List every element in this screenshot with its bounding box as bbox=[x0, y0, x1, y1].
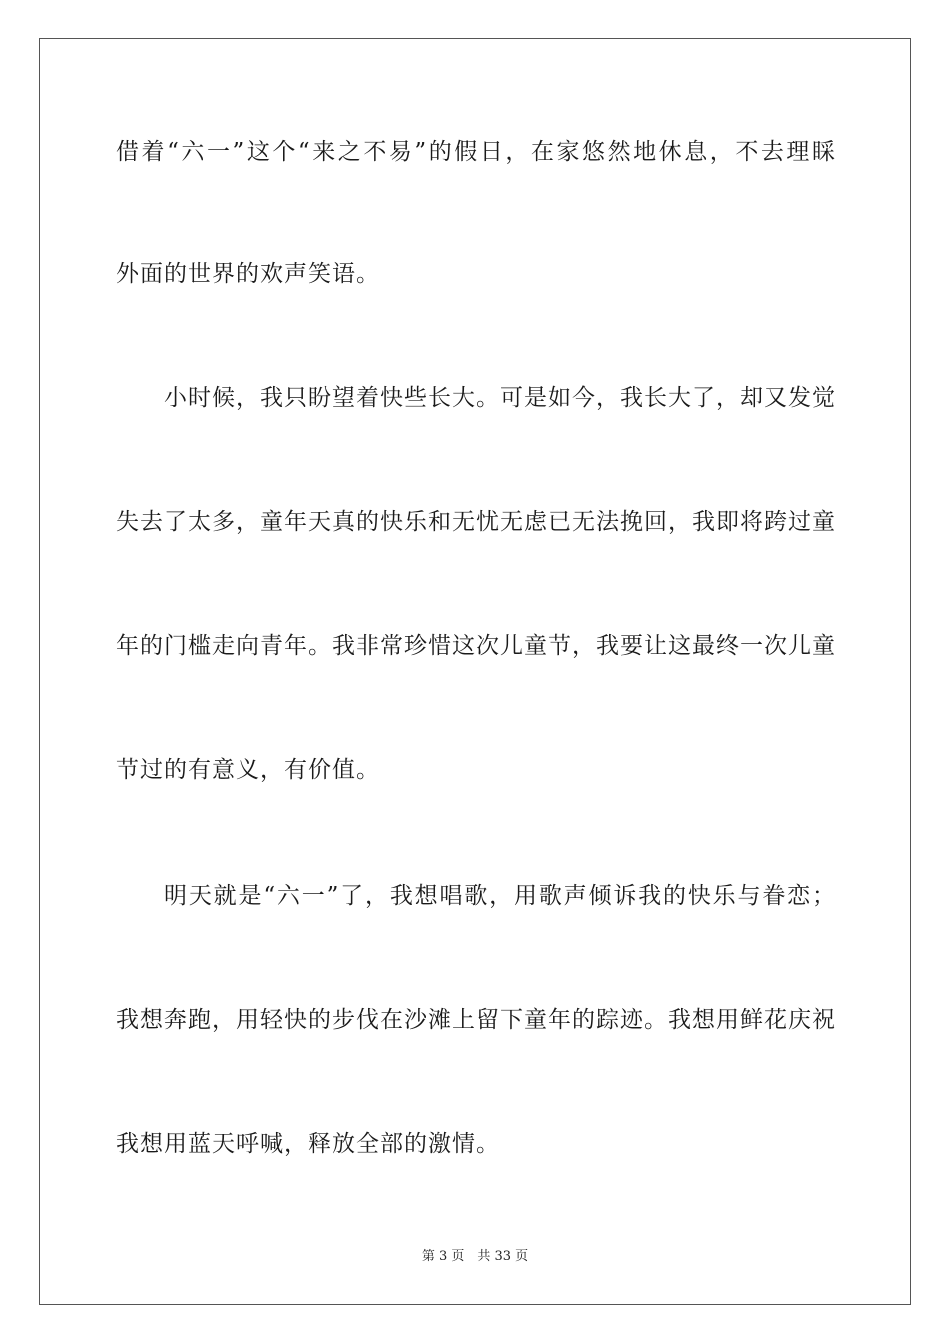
text-line-2: 外面的世界的欢声笑语。 bbox=[116, 261, 380, 287]
page-number-footer: 第 3 页 共 33 页 bbox=[421, 1249, 529, 1264]
text-line-6: 节过的有意义，有价值。 bbox=[116, 757, 380, 783]
text-line-9: 我想用蓝天呼喊，释放全部的激情。 bbox=[116, 1131, 500, 1157]
text-line-8: 我想奔跑，用轻快的步伐在沙滩上留下童年的踪迹。我想用鲜花庆祝 bbox=[116, 1007, 836, 1033]
text-line-3: 小时候，我只盼望着快些长大。可是如今，我长大了，却又发觉 bbox=[164, 385, 836, 411]
text-line-1: 借着“六一”这个“来之不易”的假日，在家悠然地休息，不去理睬 bbox=[116, 139, 836, 165]
text-line-4: 失去了太多，童年天真的快乐和无忧无虑已无法挽回，我即将跨过童 bbox=[116, 509, 836, 535]
page-frame bbox=[39, 38, 911, 1305]
text-line-5: 年的门槛走向青年。我非常珍惜这次儿童节，我要让这最终一次儿童 bbox=[116, 633, 836, 659]
text-line-7: 明天就是“六一”了，我想唱歌，用歌声倾诉我的快乐与眷恋； bbox=[164, 883, 836, 909]
